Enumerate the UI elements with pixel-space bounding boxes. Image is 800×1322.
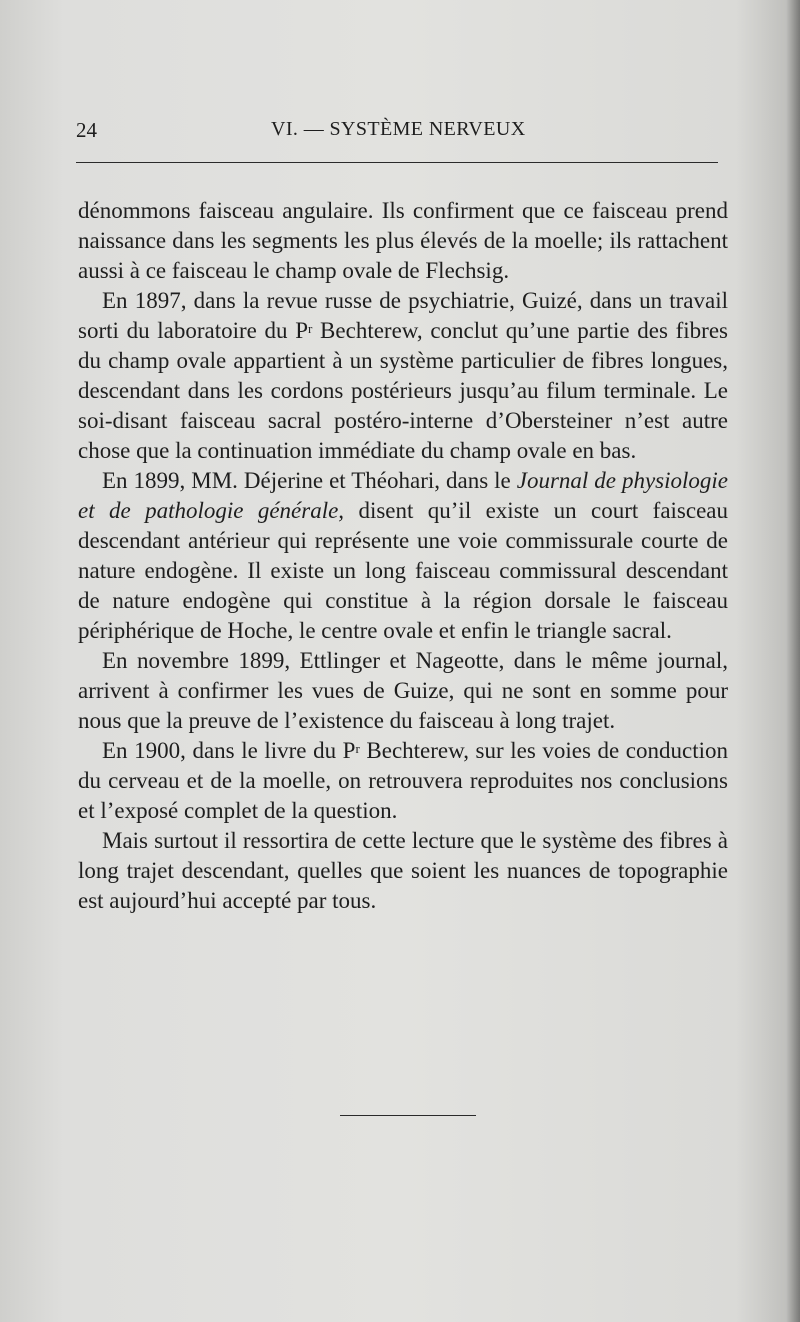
paragraph-2 [78, 286, 728, 466]
running-title: VI. — SYSTÈME NERVEUX [271, 118, 526, 140]
paragraph-1: dénommons faisceau angulaire. Ils confirment que ce faisceau prend naissance dans les segments les plus élevés de la moelle; ils rattachent aussi à ce faisceau le champ ovale de Flechsig. [78, 198, 728, 283]
paragraph-3-part-a: En 1899, MM. Déjerine et Théohari, dans le [102, 468, 517, 493]
body-text [78, 196, 728, 916]
journal-title: Journal de physiologie et de pathologie générale, [78, 468, 729, 523]
paragraph-3 [78, 466, 728, 646]
paragraph-2-part-a: En 1897, dans la revue russe de psychiatrie, Guizé, dans un travail sorti du laboratoire du P [78, 288, 728, 343]
paragraph-5 [78, 736, 728, 826]
paragraph-5-part-a: En 1900, dans le livre du P [102, 738, 356, 763]
paragraph-5-superscript: r [355, 741, 360, 756]
paragraph-4: En novembre 1899, Ettlinger et Nageotte, dans le même journal, arrivent à confirmer les vues de Guize, qui ne sont en somme pour nous que la preuve de l’existence du faisceau à long trajet. [78, 648, 728, 733]
section-end-rule [340, 1115, 476, 1116]
paragraph-5-part-b: Bechterew, sur les voies de conduction du cerveau et de la moelle, on retrouvera reproduites nos conclusions et l’exposé complet de la question. [78, 738, 728, 823]
paragraph-2-part-b: Bechterew, conclut qu’une partie des fibres du champ ovale appartient à un système particulier de fibres longues, descendant dans les cordons postérieurs jusqu’au filum terminale. Le soi-disant faisceau sacral postéro-interne d’Obersteiner n’est autre chose que la continuation immédiate du champ ovale en bas. [78, 318, 729, 463]
page-number: 24 [76, 118, 97, 142]
paragraph-2-superscript: r [308, 321, 313, 336]
header-rule [76, 162, 718, 163]
paragraph-3-part-b: disent qu’il existe un court faisceau descendant antérieur qui représente une voie commissurale courte de nature endogène. Il existe un long faisceau commissural descendant de nature endogène qui constitue à la région dorsale le faisceau périphérique de Hoche, le centre ovale et enfin le triangle sacral. [78, 498, 728, 643]
paragraph-6: Mais surtout il ressortira de cette lecture que le système des fibres à long trajet descendant, quelles que soient les nuances de topographie est aujourd’hui accepté par tous. [78, 828, 728, 913]
running-head [76, 118, 730, 148]
